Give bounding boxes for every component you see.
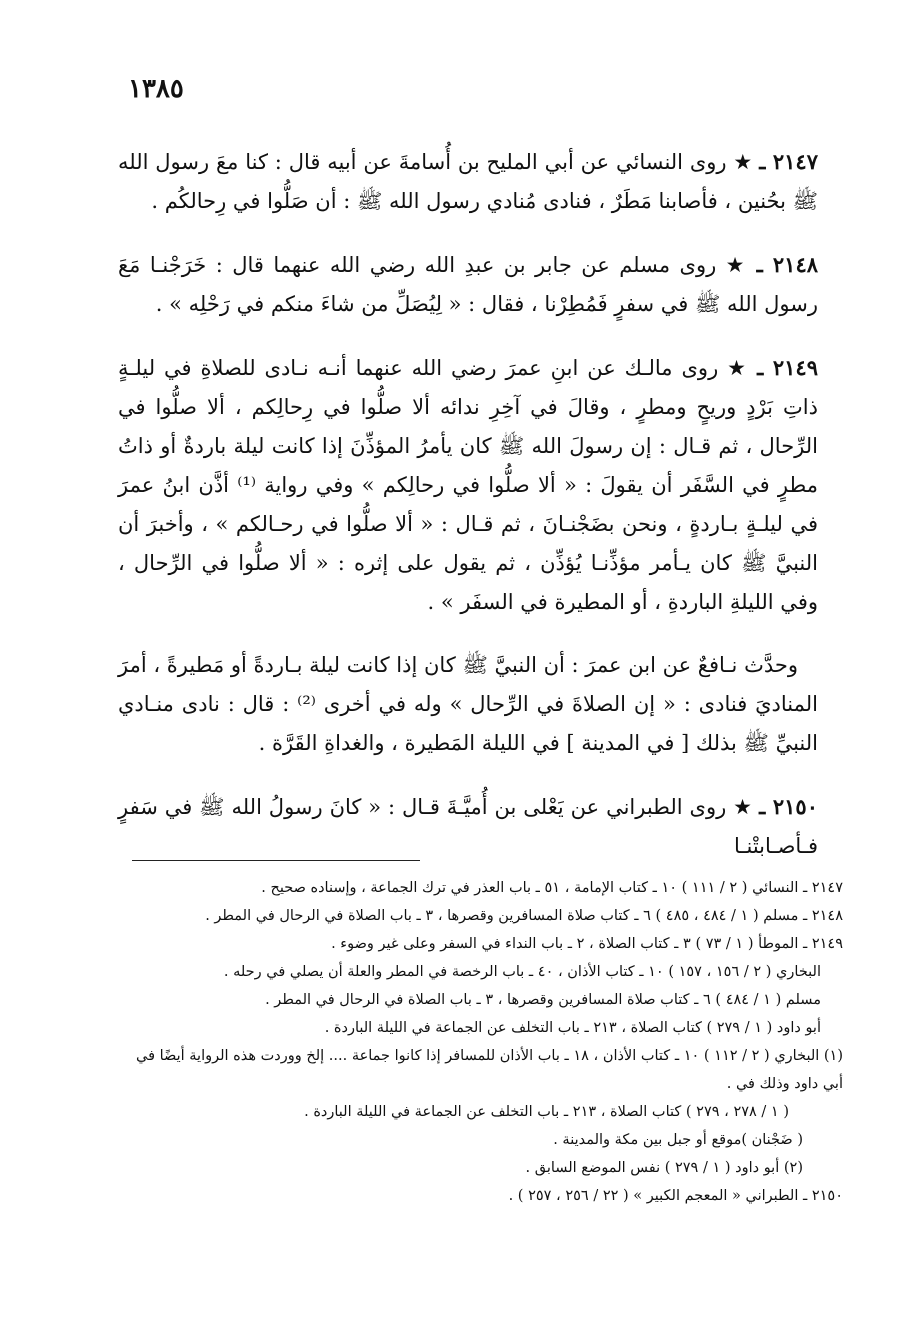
hadith-continuation <box>118 646 818 763</box>
footnote: ٢١٤٩ ـ الموطأ ( ١ / ٧٣ ) ٣ ـ كتاب الصلاة ، ٢ ـ باب النداء في السفر وعلى غير وضوء . <box>331 936 843 952</box>
footnote: ( ضَجْنان )موقع أو جبل بين مكة والمدينة . <box>553 1132 803 1148</box>
footnote: (١) البخاري ( ٢ / ١١٢ ) ١٠ ـ كتاب الأذان ، ١٨ ـ باب الأذان للمسافر إذا كانوا جماعة .... إلخ ووردت هذه الرواية أيضًا في أبي داود وذلك في . <box>135 1048 843 1092</box>
hadith-paragraph-2148 <box>118 245 818 324</box>
hadith-number: ٢١٥٠ ـ <box>759 794 818 819</box>
footnote: ٢١٥٠ ـ الطبراني « المعجم الكبير » ( ٢٢ / ٢٥٦ ، ٢٥٧ ) . <box>508 1188 843 1204</box>
footnote: (٢) أبو داود ( ١ / ٢٧٩ ) نفس الموضع السابق . <box>525 1160 803 1176</box>
footnote-divider <box>132 860 420 861</box>
hadith-text: وحدَّث نـافعٌ عن ابن عمرَ : أن النبيَّ ﷺ كان إذا كانت ليلة بـاردةً أو مَطيرةً ، أمرَ المناديَ فنادى : « إن الصلاةَ في الرِّحال » وله في أخرى ⁽²⁾ : قال : نادى منـادي النبيِّ ﷺ بذلك [ في المدينة ] في الليلة المَطيرة ، والغداةِ القَرَّة . <box>118 653 819 755</box>
footnote: ٢١٤٧ ـ النسائي ( ٢ / ١١١ ) ١٠ ـ كتاب الإمامة ، ٥١ ـ باب العذر في ترك الجماعة ، وإسناده صحيح . <box>261 880 843 896</box>
hadith-number: ٢١٤٩ ـ <box>757 355 818 380</box>
hadith-paragraph-2149 <box>118 348 818 622</box>
hadith-text: ★ روى النسائي عن أبي المليح بن أُسامةَ عن أبيه قال : كنا معَ رسول الله ﷺ بحُنين ، فأصابنا مَطَرٌ ، فنادى مُنادي رسول الله ﷺ : أن صَلُّوا في رِحالكُم . <box>118 150 818 213</box>
hadith-paragraph-2150 <box>118 787 818 866</box>
hadith-text: ★ روى مسلم عن جابر بن عبدِ الله رضي الله عنهما قال : خَرَجْنـا مَعَ رسول الله ﷺ في سفرٍ فَمُطِرْنا ، فقال : « لِيُصَلِّ من شاءَ منكم في رَحْلِه » . <box>118 253 818 316</box>
main-text <box>118 142 818 890</box>
footnote: مسلم ( ١ / ٤٨٤ ) ٦ ـ كتاب صلاة المسافرين وقصرها ، ٣ ـ باب الصلاة في الرحال في المطر . <box>265 992 821 1008</box>
hadith-number: ٢١٤٨ ـ <box>756 252 819 277</box>
footnote: البخاري ( ٢ / ١٥٦ ، ١٥٧ ) ١٠ ـ كتاب الأذان ، ٤٠ ـ باب الرخصة في المطر والعلة أن يصلي في رحله . <box>223 964 821 980</box>
hadith-text: ★ روى مالـك عن ابنِ عمرَ رضي الله عنهما أنـه نـادى للصلاةِ في ليلـةٍ ذاتِ بَرْدٍ وريحٍ ومطرٍ ، وقالَ في آخِرِ ندائه ألا صلُّوا في رِحالِكم ، ألا صلُّوا في الرِّحال ، ثم قـال : إن رسولَ الله ﷺ كان يأمرُ المؤذِّنَ إذا كانت ليلة باردةٌ أو ذاتُ مطرٍ في السَّفَر أن يقولَ : « ألا صلُّوا في رحالِكم » وفي رواية ⁽¹⁾ أذَّن ابنُ عمرَ في ليلـةٍ بـاردةٍ ، ونحن بضَجْنـانَ ، ثم قـال : « ألا صلُّوا في رحـالكم » ، وأخبرَ أن النبيَّ ﷺ كان يـأمر مؤذِّنـا يُؤذِّن ، ثم يقول على إثره : « ألا صلُّوا في الرِّحال ، وفي الليلةِ الباردةِ ، أو المطيرة في السفَر » . <box>118 356 818 614</box>
hadith-paragraph-2147 <box>118 142 818 221</box>
page-number: ١٣٨٥ <box>128 74 184 104</box>
footnote: ٢١٤٨ ـ مسلم ( ١ / ٤٨٤ ، ٤٨٥ ) ٦ ـ كتاب صلاة المسافرين وقصرها ، ٣ ـ باب الصلاة في الرحال في المطر . <box>205 908 843 924</box>
footnote: ( ١ / ٢٧٨ ، ٢٧٩ ) كتاب الصلاة ، ٢١٣ ـ باب التخلف عن الجماعة في الليلة الباردة . <box>304 1104 789 1120</box>
footnote: أبو داود ( ١ / ٢٧٩ ) كتاب الصلاة ، ٢١٣ ـ باب التخلف عن الجماعة في الليلة الباردة . <box>324 1020 821 1036</box>
hadith-number: ٢١٤٧ ـ <box>759 149 818 174</box>
hadith-text: ★ روى الطبراني عن يَعْلى بن أُميَّـةَ قـال : « كانَ رسولُ الله ﷺ في سَفرٍ فـأصـابتْنـا <box>118 795 818 858</box>
footnotes <box>118 874 843 1210</box>
